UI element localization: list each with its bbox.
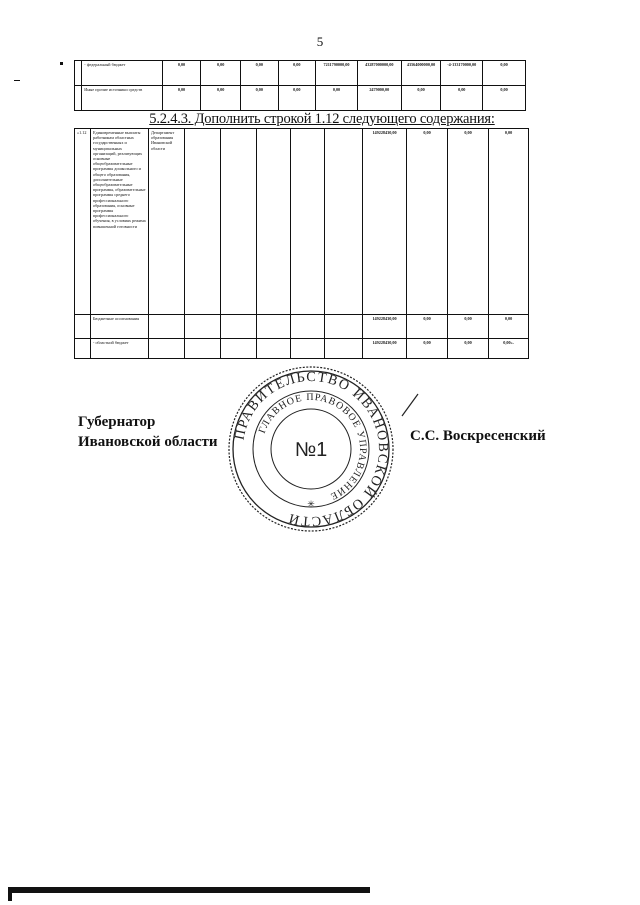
value-cell: 0,00 xyxy=(441,86,483,111)
value-cell: 0,00 xyxy=(162,61,201,86)
official-seal xyxy=(226,364,396,534)
value-cell: 0,00 xyxy=(448,315,489,339)
value-cell: -4-133170000,00 xyxy=(441,61,483,86)
value-cell: 0,00 xyxy=(448,129,489,315)
seal-outer-text: ПРАВИТЕЛЬСТВО ИВАНОВСКОЙ ОБЛАСТИ xyxy=(232,369,391,529)
empty-cell xyxy=(75,339,91,359)
page-number: 5 xyxy=(316,34,324,49)
empty-cell xyxy=(185,339,221,359)
value-cell: 43287000000,00 xyxy=(357,61,401,86)
value-cell: 0,00». xyxy=(489,339,529,359)
table-row xyxy=(75,315,529,339)
scan-mark-dot xyxy=(60,62,63,65)
empty-cell xyxy=(291,129,325,315)
source-cell: - федеральный бюджет xyxy=(82,61,162,86)
amendment-heading: 5.2.4.3. Дополнить строкой 1.12 следующего содержания: xyxy=(149,111,495,127)
description-cell: Единовременные выплаты работникам областных государственных и муниципальных организаций, реализующих основные общеобразовательные программы дошкольного и общего образования, дополнительные общеобразовательные программы, образовательные программы среднего профессионального образования, основные программы профессионального обучения, в условиях режима повышенной готовности xyxy=(91,129,149,315)
value-cell: 0,00 xyxy=(240,86,278,111)
empty-cell xyxy=(149,339,185,359)
signatory-name: С.С. Воскресенский xyxy=(410,428,546,444)
empty-cell xyxy=(75,315,91,339)
value-cell: 0,00 xyxy=(316,86,358,111)
top-table xyxy=(74,60,526,111)
signatory-title xyxy=(78,412,218,452)
value-cell: 0,00 xyxy=(483,61,526,86)
empty-cell xyxy=(291,339,325,359)
scan-footer-tick xyxy=(8,887,12,901)
signatory-title-line1: Губернатор xyxy=(78,414,156,430)
value-cell: 43564000000,00 xyxy=(401,61,441,86)
empty-cell xyxy=(221,315,257,339)
seal-star-icon: ✳ xyxy=(307,499,315,509)
scan-mark-dash xyxy=(14,80,20,81)
value-cell: 0,00 xyxy=(162,86,201,111)
value-cell: 0,00 xyxy=(278,61,316,86)
seal-inner-text: ГЛАВНОЕ ПРАВОВОЕ УПРАВЛЕНИЕ xyxy=(256,391,369,502)
amount-cell: 149228430,00 xyxy=(363,339,407,359)
empty-cell xyxy=(257,339,291,359)
value-cell: 0,00 xyxy=(489,129,529,315)
value-cell: 0,00 xyxy=(489,315,529,339)
empty-cell xyxy=(291,315,325,339)
main-table xyxy=(74,128,529,359)
amount-cell: 149228430,00 xyxy=(363,315,407,339)
empty-cell xyxy=(185,129,221,315)
signature-stroke xyxy=(398,392,422,420)
table-row xyxy=(75,339,529,359)
value-cell: 2479000,00 xyxy=(357,86,401,111)
table-row xyxy=(75,129,529,315)
empty-cell xyxy=(325,129,363,315)
value-cell: 7211790000,00 xyxy=(316,61,358,86)
value-cell: 0,00 xyxy=(407,339,448,359)
value-cell: 0,00 xyxy=(278,86,316,111)
value-cell: 0,00 xyxy=(401,86,441,111)
table-row xyxy=(75,86,526,111)
table-row xyxy=(75,61,526,86)
budget-label-cell: - областной бюджет xyxy=(91,339,149,359)
signatory-title-line2: Ивановской области xyxy=(78,434,218,450)
empty-cell xyxy=(221,339,257,359)
value-cell: 0,00 xyxy=(483,86,526,111)
scan-footer-bar xyxy=(8,887,370,893)
row-number-cell xyxy=(75,61,82,86)
row-number-cell xyxy=(75,86,82,111)
empty-cell xyxy=(325,339,363,359)
empty-cell xyxy=(221,129,257,315)
empty-cell xyxy=(185,315,221,339)
seal-number: №1 xyxy=(294,439,328,461)
empty-cell xyxy=(257,129,291,315)
source-cell: Иные прочие источники средств xyxy=(82,86,162,111)
executor-cell: Департамент образования Ивановской области xyxy=(149,129,185,315)
value-cell: 0,00 xyxy=(240,61,278,86)
empty-cell xyxy=(257,315,291,339)
funding-label-cell: Бюджетные ассигнования xyxy=(91,315,149,339)
value-cell: 0,00 xyxy=(201,61,241,86)
value-cell: 0,00 xyxy=(407,315,448,339)
empty-cell xyxy=(325,315,363,339)
row-number-cell: «1.12 xyxy=(75,129,91,315)
value-cell: 0,00 xyxy=(407,129,448,315)
value-cell: 0,00 xyxy=(201,86,241,111)
empty-cell xyxy=(149,315,185,339)
amount-cell: 149228430,00 xyxy=(363,129,407,315)
value-cell: 0,00 xyxy=(448,339,489,359)
